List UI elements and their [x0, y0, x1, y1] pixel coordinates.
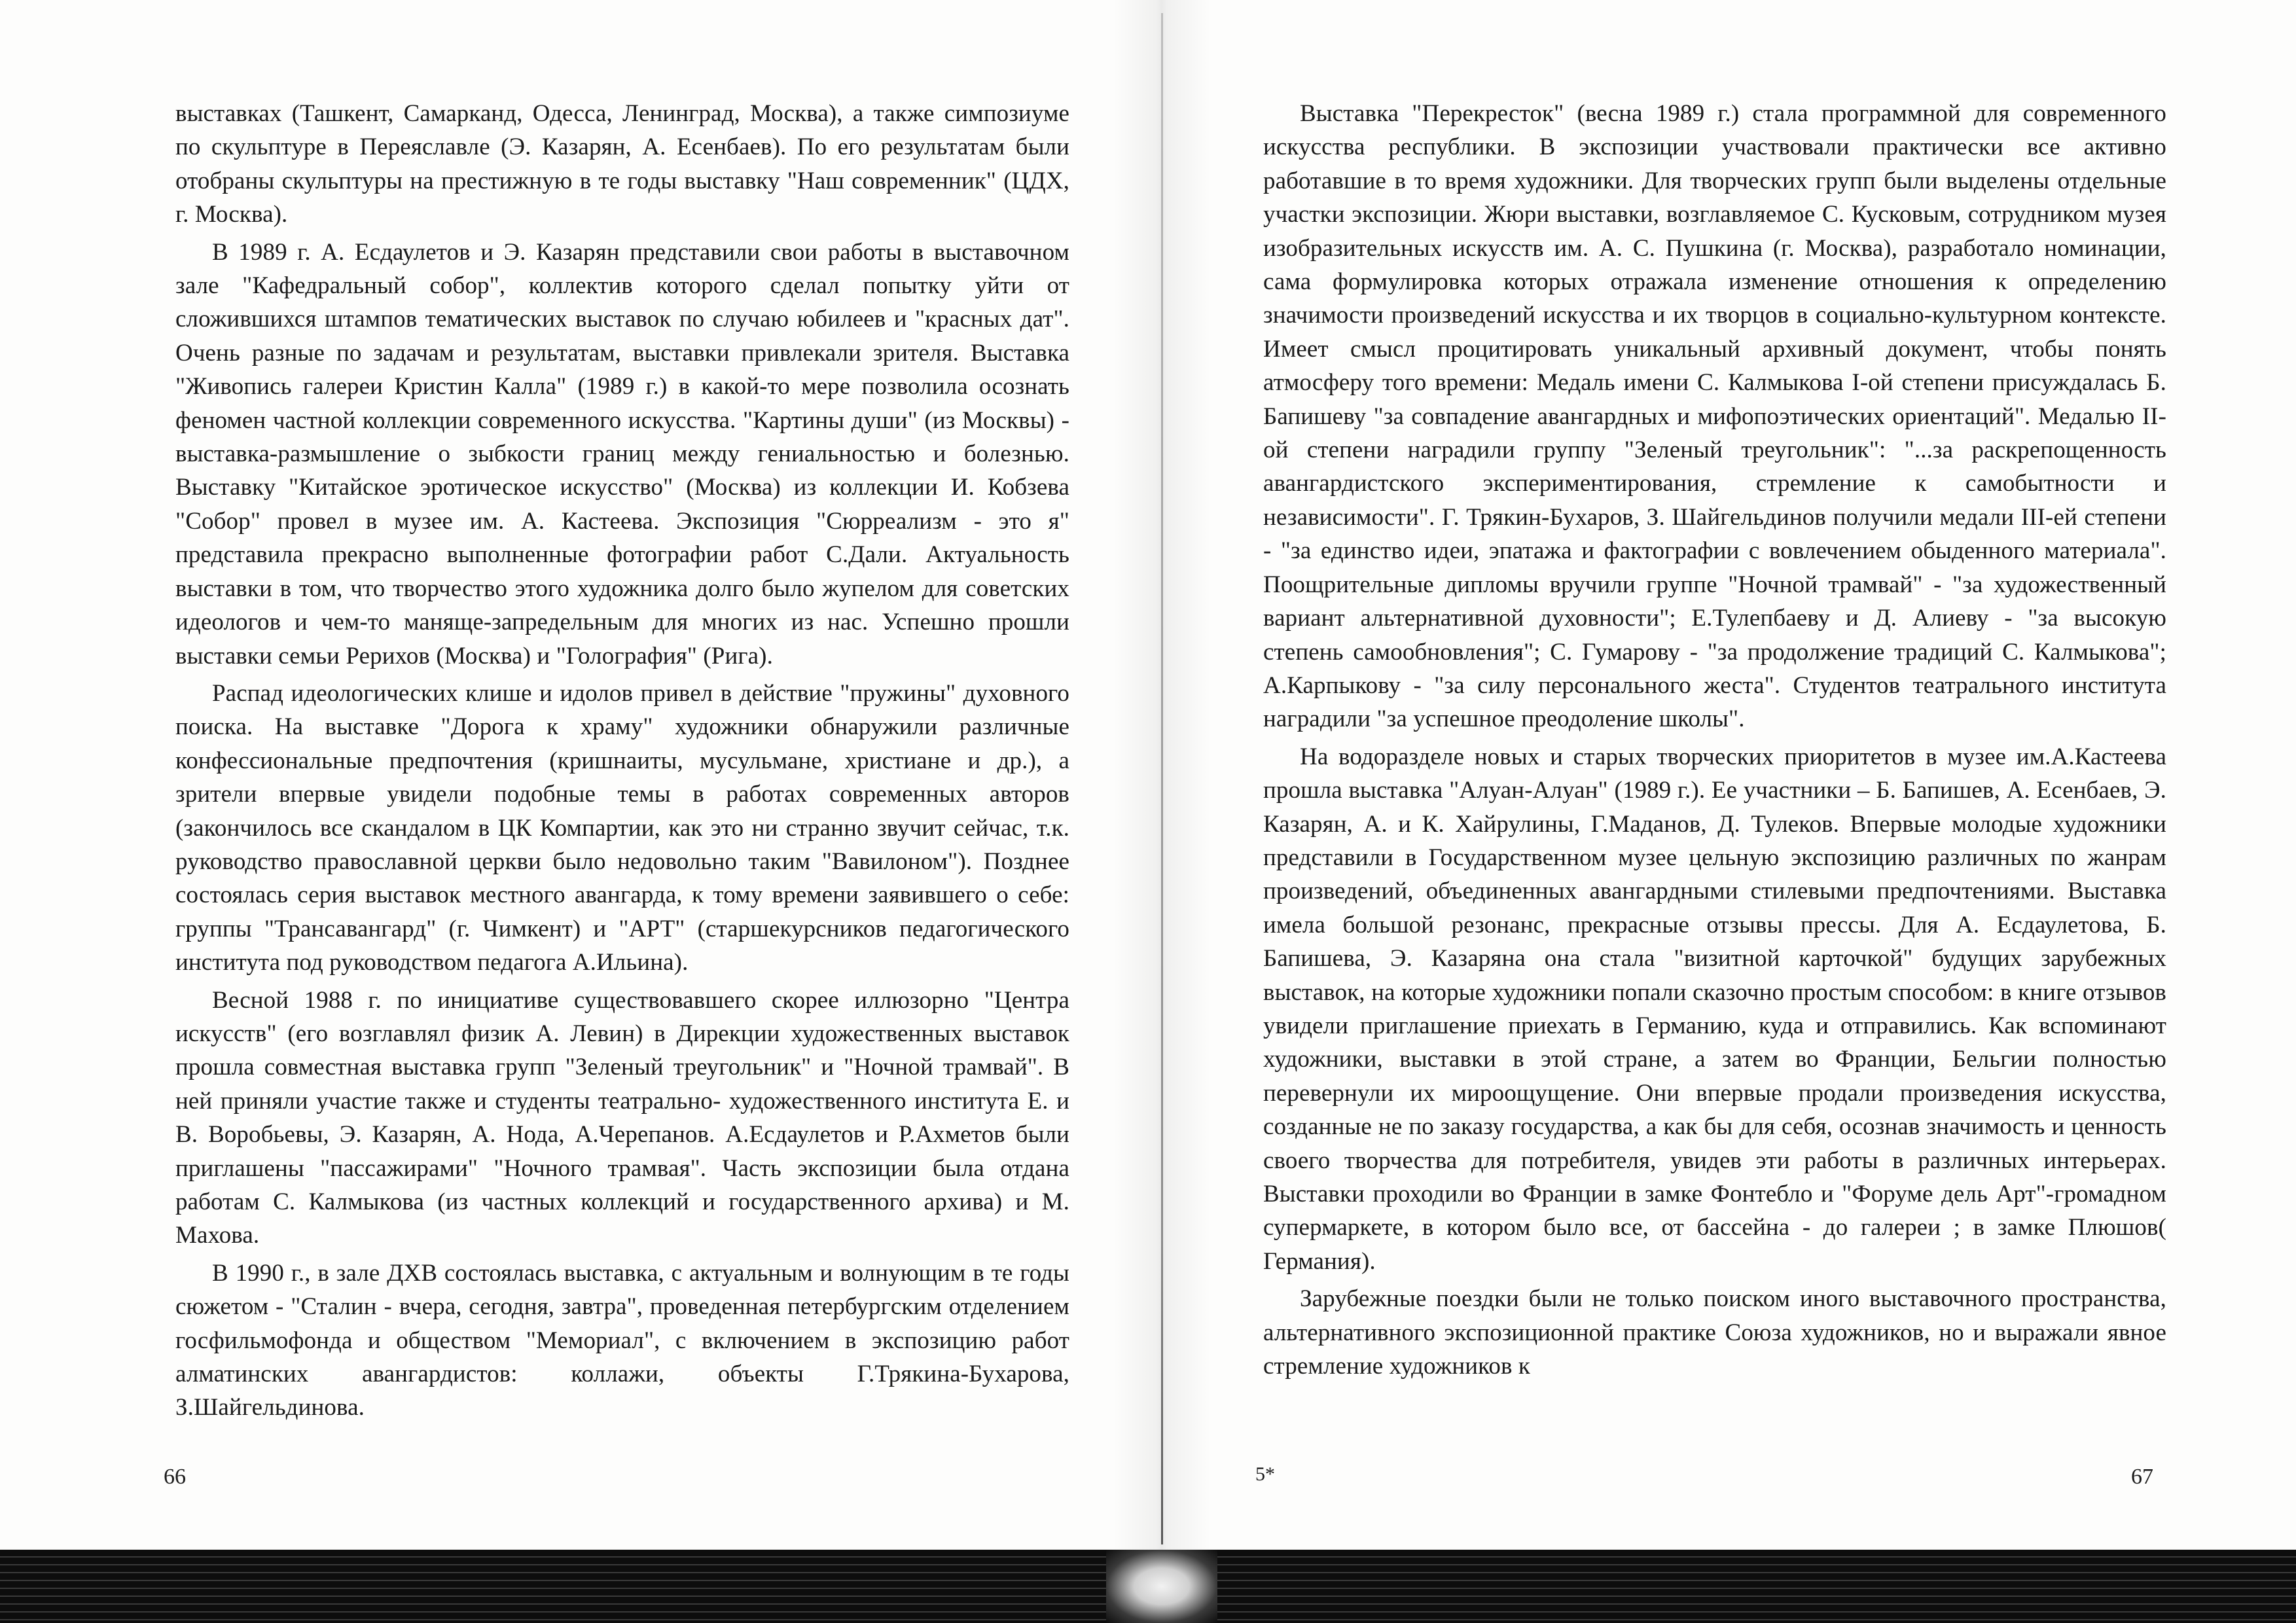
left-paragraph-4: Весной 1988 г. по инициативе существовавшего скорее иллюзорно "Центра искусств" (его возглавлял физик А. Левин) в Дирекции художественных выставок прошла совместная выставка групп "Зеленый треугольник" и "Ночной трамвай". В ней приняли участие также и студенты театрально- художественного института Е. и В. Воробьевы, Э. Казарян, А. Нода, А.Черепанов. А.Есдаулетов и Р.Ахметов были приглашены "пассажирами" "Ночного трамвая". Часть экспозиции была отдана работам С. Калмыкова (из частных коллекций и государственного архива) и М. Махова. [175, 986, 1069, 1249]
left-paragraph-5: В 1990 г., в зале ДХВ состоялась выставка, с актуальным и волнующим в те годы сюжетом - "Сталин - вчера, сегодня, завтра", проведенная петербургским отделением госфильмофонда и обществом "Мемориал", с включением в экспозицию работ алматинских авангардистов: коллажи, объекты Г.Трякина-Бухарова, З.Шайгельдинова. [175, 1259, 1069, 1421]
book-gutter [1161, 13, 1163, 1544]
right-page [1263, 97, 2166, 1387]
left-page-number: 66 [164, 1465, 186, 1489]
right-page-number: 67 [2131, 1465, 2153, 1489]
left-paragraph-1: выставках (Ташкент, Самарканд, Одесса, Ленинград, Москва), а также симпозиуме по скульптуре в Переяславле (Э. Казарян, А. Есенбаев). По его результатам были отобраны скульптуры на престижную в те годы выставку "Наш современник" (ЦДХ, г. Москва). [175, 100, 1069, 228]
binding-tear [1106, 1550, 1217, 1623]
binding-edge [0, 1550, 2296, 1623]
left-paragraph-2: В 1989 г. А. Есдаулетов и Э. Казарян представили свои работы в выставочном зале "Кафедральный собор", коллектив которого сделал попытку уйти от сложившихся штампов тематических выставок по случаю юбилеев и "красных дат". Очень разные по задачам и результатам, выставки привлекали зрителя. Выставка "Живопись галереи Кристин Калла" (1989 г.) в какой-то мере позволила осознать феномен частной коллекции современного искусства. "Картины души" (из Москвы) - выставка-размышление о зыбкости границ между гениальностью и болезнью. Выставку "Китайское эротическое искусство" (Москва) из коллекции И. Кобзева "Собор" провел в музее им. А. Кастеева. Экспозиция "Сюрреализм - это я" представила прекрасно выполненные фотографии работ С.Дали. Актуальность выставки в том, что творчество этого художника долго было жупелом для советских идеологов и чем-то маняще-запредельным для многих из нас. Успешно прошли выставки семьи Рерихов (Москва) и "Голография" (Рига). [175, 238, 1069, 669]
left-page [175, 97, 1069, 1429]
right-paragraph-2: На водоразделе новых и старых творческих приоритетов в музее им.А.Кастеева прошла выставка "Алуан-Алуан" (1989 г.). Ее участники – Б. Бапишев, А. Есенбаев, Э. Казарян, А. и К. Хайрулины, Г.Маданов, Д. Тулеков. Впервые молодые художники представили в Государственном музее цельную экспозицию различных по жанрам произведений, объединенных авангардными стилевыми предпочтениями. Выставка имела большой резонанс, прекрасные отзывы прессы. Для А. Есдаулетова, Б. Бапишева, Э. Казаряна она стала "визитной карточкой" будущих зарубежных выставок, на которые художники попали сказочно простым способом: в книге отзывов увидели приглашение приехать в Германию, куда и отправились. Как вспоминают художники, выставки в этой стране, а затем во Франции, Бельгии полностью перевернули их мироощущение. Они впервые продали произведения искусства, созданные не по заказу государства, а как бы для себя, осознав значимость и ценность своего творчества для потребителя, увидев эти работы в различных интерьерах. Выставки проходили во Франции в замке Фонтебло и "Форуме дель Арт"-громадном супермаркете, в котором было все, от бассейна - до галереи ; в замке Плюшов( Германия). [1263, 743, 2166, 1275]
right-paragraph-3: Зарубежные поездки были не только поиском иного выставочного пространства, альтернативного экспозиционной практике Союза художников, но и выражали явное стремление художников к [1263, 1285, 2166, 1380]
right-paragraph-1: Выставка "Перекресток" (весна 1989 г.) стала программной для современного искусства республики. В экспозиции участвовали практически все активно работавшие в то время художники. Для творческих групп были выделены отдельные участки экспозиции. Жюри выставки, возглавляемое С. Кусковым, сотрудником музея изобразительных искусств им. А. С. Пушкина (г. Москва), разработало номинации, сама формулировка которых отражала изменение отношения к определению значимости произведений искусства и их творцов в социально-культурном контексте. Имеет смысл процитировать уникальный архивный документ, чтобы понять атмосферу того времени: Медаль имени С. Калмыкова I-ой степени присуждалась Б. Бапишеву "за совпадение авангардных и мифопоэтических ориентаций". Медалью II-ой степени наградили группу "Зеленый треугольник": "...за раскрепощенность авангардистского экспериментирования, стремление к самобытности и независимости". Г. Трякин-Бухаров, З. Шайгельдинов получили медали III-ей степени - "за единство идеи, эпатажа и фактографии с вовлечением обыденного материала". Поощрительные дипломы вручили группе "Ночной трамвай" - "за художественный вариант альтернативной духовности"; Е.Тулепбаеву и Д. Алиеву - "за высокую степень самообновления"; С. Гумарову - "за продолжение традиций С. Калмыкова"; А.Карпыкову - "за силу персонального жеста". Студентов театрального института наградили "за успешное преодоление школы". [1263, 100, 2166, 733]
left-paragraph-3: Распад идеологических клише и идолов привел в действие "пружины" духовного поиска. На выставке "Дорога к храму" художники обнаружили различные конфессиональные предпочтения (кришнаиты, мусульмане, христиане и др.), а зрители впервые увидели подобные темы в работах современных авторов (закончилось все скандалом в ЦК Компартии, как это ни странно звучит сейчас, т.к. руководство православной церкви было недовольно таким "Вавилоном"). Позднее состоялась серия выставок местного авангарда, к тому времени заявившего о себе: группы "Трансавангард" (г. Чимкент) и "АРТ" (старшекурсников педагогического института под руководством педагога А.Ильина). [175, 679, 1069, 976]
signature-mark: 5* [1255, 1463, 1275, 1485]
